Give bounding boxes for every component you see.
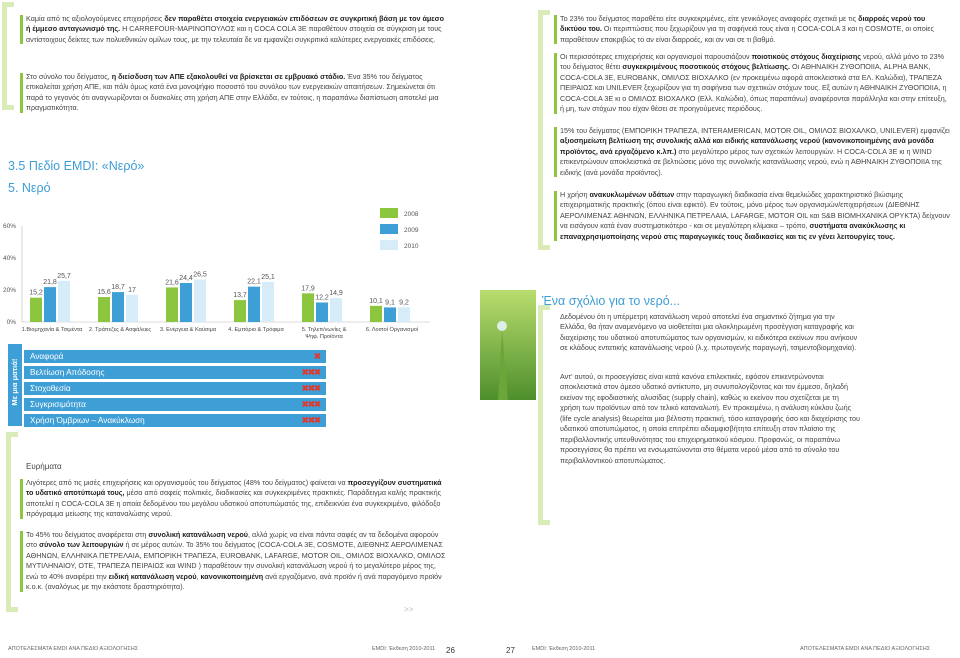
- renewables-paragraph: Στο σύνολο του δείγματος, η διείσδυση των ΑΠΕ εξακολουθεί να βρίσκεται σε εμβρυακό στάδιο. Ένα 35% του δείγματος επικαλείται χρήση ΑΠΕ, και πάλι όμως κατά ένα μονοψήφιο ποσοστό του συνόλου των ενεργειακών απαιτήσεων. Σημειώνεται ότι παρά το γεγονός ότι αναγνωρίζονται οι δυσκολίες στη χρήση ΑΠΕ στην Ελλάδα, εν τούτοις, η παραπάνω διαπίστωση αποτελεί μια πραγματικότητα.: [26, 72, 446, 114]
- bar: [166, 287, 178, 322]
- category-label: 6. Λοιποί Οργανισμοί: [365, 327, 419, 333]
- bar-value-label: 24,4: [179, 274, 193, 282]
- at-a-glance-label: Με μια ματιά!: [9, 358, 19, 406]
- bar: [248, 287, 260, 322]
- category-label: 2. Τράπεζες & Ασφάλειες: [88, 327, 152, 333]
- bar-value-label: 14,9: [329, 290, 343, 298]
- chart-svg: [0, 200, 440, 350]
- bar: [30, 298, 42, 322]
- bar: [330, 298, 342, 322]
- y-tick-label: 20%: [2, 287, 16, 294]
- bar: [126, 295, 138, 322]
- targets-paragraph: Οι περισσότερες επιχειρήσεις και οργανισμοί παρουσιάζουν ποιοτικούς στόχους διαχείρισης νερού, αλλά μόνο το 23% του δείγματος θέτει συγκεκριμένους ποσοτικούς στόχους βελτίωσης. Οι ΑΘΗΝΑΙΚΗ ΖΥΘΟΠΟΙΙΑ, ALPHA BANK, COCA-COLA 3E, EUROBANK, ΟΜΙΛΟΣ ΒΙΟΧΑΛΚΟ (εν προκειμένω αφορά αποκλειστικά στα ΕΛ. Καλώδια), ΤΡΑΠΕΖΑ ΠΕΙΡΑΙΩΣ και UNILEVER ξεχωρίζουν για τη σαφήνεια των σχετικών στόχων τους. Εξ αυτών η ΑΘΗΝΑΙΚΗ ΖΥΘΟΠΟΙΙΑ, η COCA-COLA 3E κι ο ΟΜΙΛΟΣ ΒΙΟΧΑΛΚΟ (Ελλ. Καλώδια), όπως παραπάνω) αναφέρονται παράλληλα και στην επίτευξη, ή μη, των στόχων που είχαν θέσει σε προηγούμενες περιόδους.: [560, 52, 952, 115]
- decorative-bracket: [538, 305, 550, 525]
- bar-value-label: 9,1: [385, 299, 395, 307]
- water-chart: [0, 200, 440, 350]
- rating-marks: ✖✖✖: [301, 415, 320, 425]
- bar-value-label: 15,2: [29, 289, 43, 297]
- rating-marks: ✖✖✖: [301, 383, 320, 393]
- bar-value-label: 12,2: [315, 294, 329, 302]
- comment-paragraph-2: Αντ' αυτού, οι προσεγγίσεις είναι κατά κανόνα επιλεκτικές, εφόσον επικεντρώνονται αποκλειστικά στον άμεσο υδατικό αντίκτυπο, μη συνυπολογίζοντας και τον έμμεσο, δηλαδή εκείνον της εφοδιαστικής αλυσίδας (supply chain), καθώς κι εκείνον που σχετίζεται με τη χρήση των προϊόντων από τον τελικό καταναλωτή. Εν προκειμένω, η ανάλυση κύκλου ζωής (life cycle analysis) θεωρείται μια βέλτιστη πρακτική, τόσο καταγραφής όσο και διαχείρισης του υδατικού αποτυπώματος, η οποία επιτρέπει αδιαμφισβήτητα επίτευξη στον πλαίσιο της περιβαλλοντικής υπευθυνότητας του επιχειρηματικού κόσμου. Προφανώς, οι παραπάνω προσεγγίσεις θα πρέπει να ενσωματώνονται στο θέματα νερού μέσα από το σύνολο του περιβαλλοντικού αποτυπώματος.: [560, 372, 860, 465]
- category-label: 1.Βιομηχανία & Τσιμέντα: [21, 327, 83, 333]
- legend-swatch: [380, 224, 398, 234]
- bar: [98, 297, 110, 322]
- bar-value-label: 26,5: [193, 271, 207, 279]
- decorative-bracket: [538, 10, 550, 250]
- decorative-bracket: [6, 432, 18, 612]
- water-drop-icon: [480, 290, 536, 400]
- section-title: 3.5 Πεδίο EMDI: «Νερό»: [8, 159, 145, 173]
- improvement-paragraph: 15% του δείγματος (ΕΜΠΟΡΙΚΗ ΤΡΑΠΕΖΑ, INTERAMERICAN, MOTOR OIL, ΟΜΙΛΟΣ ΒΙΟΧΑΛΚΟ, UNILEVER) εμφανίζει αξιοσημείωτη βελτίωση της συνολικής αλλά και ειδικής κατανάλωσης νερού (κανονικοποιημένης ανά μονάδα προϊόντος, ανά εργαζόμενο κ.λπ.) στο μεγαλύτερο μέρος των σχετικών λειτουργιών. Η COCA-COLA 3E κι η WIND επικεντρώνουν αποκλειστικά σε βελτιώσεις μόνο της συνολικής κατανάλωσης νερού, ενώ η ΑΘΗΝΑΙΚΗ ΖΥΘΟΠΟΙΙΑ της ειδικής (ανά μονάδα προϊόντος).: [560, 126, 952, 178]
- comment-paragraph-1: Δεδομένου ότι η υπέρμετρη κατανάλωση νερού αποτελεί ένα σημαντικό ζήτημα για την Ελλάδα, θα ήταν αναμενόμενο να υιοθετείται μια ολοκληρωμένη προσέγγιση καταγραφής και διαχείρισης του υδατικού αποτυπώματος των οργανισμών, κι ειδικότερα εκείνων που ανήκουν σε κλάδους εντατικής κατανάλωσης νερού (λ.χ. πρωτογενής παραγωγή, τσιμεντοβιομηχανία).: [560, 312, 858, 353]
- bar-value-label: 25,1: [261, 273, 275, 281]
- footer-title: ΑΠΟΤΕΛΕΣΜΑΤΑ EMDI ΑΝΑ ΠΕΔΙΟ ΑΞΙΟΛΟΓΗΣΗΣ: [8, 646, 139, 653]
- category-label: 5. Τηλεπ/νωνίες &: [301, 327, 347, 333]
- bar: [384, 307, 396, 322]
- y-tick-label: 40%: [2, 255, 16, 262]
- bar: [302, 293, 314, 322]
- category-label: 3. Ενέργεια & Καύσιμα: [159, 327, 217, 333]
- rating-marks: ✖: [313, 351, 320, 361]
- bar-value-label: 22,1: [247, 278, 261, 286]
- continue-arrow: >>: [404, 605, 414, 614]
- y-tick-label: 0%: [6, 319, 16, 326]
- rating-row-comparability: Συγκρισιμότητα ✖✖✖: [24, 398, 326, 411]
- footer-title: ΑΠΟΤΕΛΕΣΜΑΤΑ EMDI ΑΝΑ ΠΕΔΙΟ ΑΞΙΟΛΟΓΗΣΗΣ: [800, 646, 931, 653]
- leaks-paragraph: Το 23% του δείγματος παραθέτει είτε συγκεκριμένες, είτε γενικόλογες αναφορές σχετικά με τις διαρροές νερού του δικτύου του. Οι περιπτώσεις που ξεχωρίζουν για τη σαφήνειά τους είναι η COCA-COLA 3 και η COSMOTE, οι οποίες παραθέτουν επακριβώς το αν είναι διαρροές, και αν ναι σε τι βαθμό.: [560, 14, 952, 45]
- at-a-glance-side: [8, 344, 22, 426]
- findings-heading: Ευρήματα: [26, 462, 62, 471]
- bar: [58, 281, 70, 322]
- comment-title: Ένα σχόλιο για το νερό...: [542, 294, 681, 308]
- legend-swatch: [380, 208, 398, 218]
- rating-marks: ✖✖✖: [301, 367, 320, 377]
- bar-value-label: 17: [128, 286, 136, 294]
- bar-value-label: 21,8: [43, 279, 57, 287]
- finding-paragraph-2: Το 45% του δείγματος αναφέρεται στη συνολική κατανάλωση νερού, αλλά χωρίς να είναι πάντα σαφές αν τα δεδομένα αφορούν στο σύνολο των λειτουργιών ή σε μέρος αυτών. Το 35% του δείγματος (COCA-COLA 3E, COSMOTE, ΔΙΕΘΝΗΣ ΑΕΡΟΛΙΜΕΝΑΣ ΑΘΗΝΩΝ, ΕΛΛΗΝΙΚΑ ΠΕΤΡΕΛΑΙΑ, ΕΜΠΟΡΙΚΗ ΤΡΑΠΕΖΑ, EUROBANK, LAFARGE, MOTOR OIL, ΟΜΙΛΟΣ ΒΙΟΧΑΛΚΟ, ΟΜΙΛΟΣ ΜΥΤΙΛΗΝΑΙΟΥ, OTE, ΤΡΑΠΕΖΑ ΠΕΙΡΑΙΩΣ και WIND ) παραθέτουν την συνολική κατανάλωση νερού ή το μεγαλύτερο μέρος της, ενώ το 40% αναφέρει την ειδική κατανάλωση νερού, κανονικοποιημένη ανά εργαζόμενο, ανά προϊόν ή ανά παραγόμενο προϊόν κ.ο.κ. (αναλόγως με την εκάστοτε δραστηριότητα).: [26, 530, 446, 593]
- water-drop-photo: [480, 290, 536, 400]
- right-page: [480, 0, 960, 658]
- footer-report: EMDI: Έκθεση 2010-2011: [372, 646, 436, 653]
- y-tick-label: 60%: [2, 223, 16, 230]
- decorative-bracket: [2, 2, 14, 110]
- page-number: 27: [506, 645, 515, 655]
- section-subtitle: 5. Νερό: [8, 181, 51, 195]
- bar-value-label: 17,9: [301, 285, 315, 293]
- finding-paragraph-1: Λιγότερες από τις μισές επιχειρήσεις και οργανισμούς του δείγματος (48% του δείγματος) φαίνεται να προσεγγίζουν συστηματικά το υδατικό αποτύπωμά τους, μέσα από σαφείς πολιτικές, διαδικασίες και συγκεκριμένες πρακτικές. Παράδειγμα καλής πρακτικής αποτελεί η COCA-COLA 3E η οποία δεδομένου του μεγάλου υδατικού αποτυπώματός της, επιδεικνύει ένα συγκεκριμένο, φιλόδοξο πρόγραμμα μείωσης της καταναλώσης νερού.: [26, 478, 446, 520]
- bar-value-label: 13,7: [233, 292, 247, 300]
- legend-label: 2010: [404, 243, 419, 250]
- footer-report: EMDI: Έκθεση 2010-2011: [532, 646, 596, 653]
- bar: [370, 306, 382, 322]
- bar-value-label: 25,7: [57, 272, 71, 280]
- legend-label: 2009: [404, 227, 419, 234]
- at-a-glance-table: [8, 344, 328, 426]
- legend-label: 2008: [404, 211, 419, 218]
- rating-marks: ✖✖✖: [301, 399, 320, 409]
- bar: [234, 300, 246, 322]
- bar: [44, 287, 56, 322]
- bar-value-label: 21,6: [165, 279, 179, 287]
- bar-value-label: 9,2: [399, 299, 409, 307]
- bar: [398, 307, 410, 322]
- bar: [180, 283, 192, 322]
- recycled-water-paragraph: Η χρήση ανακυκλωμένων υδάτων στην παραγωγική διαδικασία είναι θεμελιώδες χαρακτηριστικό βιώσιμης επιχειρηματικής πρακτικής (όπου είναι εφικτό). Εν τούτοις, μόνο μέρος των οργανισμών/επιχειρήσεων (ΔΙΕΘΝΗΣ ΑΕΡΟΛΙΜΕΝΑΣ ΑΘΗΝΩΝ, ΕΛΛΗΝΙΚΑ ΠΕΤΡΕΛΑΙΑ, LAFARGE, MOTOR OIL και S&B ΒΙΟΜΗΧΑΝΙΚΑ ΟΡΥΚΤΑ) δείχνουν να εισάγουν κατά έναν συστηματικότερο - και σε μεγαλύτερη κλίμακα – τρόπο, συστήματα ανακύκλωσης κι επαναχρησιμοποίησης νερού στις παραγωγικές τους διαδικασίες και τις εν γένει λειτουργίες τους.: [560, 190, 952, 242]
- category-label: Ψηφ. Προϊόντα: [305, 334, 343, 340]
- bar: [194, 280, 206, 322]
- legend-swatch: [380, 240, 398, 250]
- page-number: 26: [446, 645, 455, 655]
- rating-row-rainwater: Χρήση Όμβριων – Ανακύκλωση ✖✖✖: [24, 414, 326, 427]
- bar-value-label: 18,7: [111, 284, 125, 292]
- bar: [316, 302, 328, 322]
- bar: [112, 292, 124, 322]
- bar: [262, 282, 274, 322]
- rating-row-reporting: Αναφορά ✖: [24, 350, 326, 363]
- intro-paragraph: Καμία από τις αξιολογούμενες επιχειρήσεις δεν παραθέτει στοιχεία ενεργειακών επιδόσεων σε συγκριτική βάση με τον άμεσο ή έμμεσο ανταγωνισμό της. Η CARREFOUR-ΜΑΡΙΝΟΠΟΥΛΟΣ και η COCA COLA 3E παραθέτουν στοιχεία σε σύγκριση με τους αντίστοιχους δείκτες των πολυεθνικών ομίλων τους, με την τελευταία δε να εμφανίζει συγκριτικά καλύτερες ενεργειακές επιδόσεις.: [26, 14, 446, 45]
- category-label: 4. Εμπόριο & Τρόφιμα: [228, 327, 284, 333]
- bar-value-label: 15,6: [97, 289, 111, 297]
- bar-value-label: 10,1: [369, 297, 383, 305]
- rating-row-improvement: Βελτίωση Απόδοσης ✖✖✖: [24, 366, 326, 379]
- rating-row-targets: Στοχοθεσία ✖✖✖: [24, 382, 326, 395]
